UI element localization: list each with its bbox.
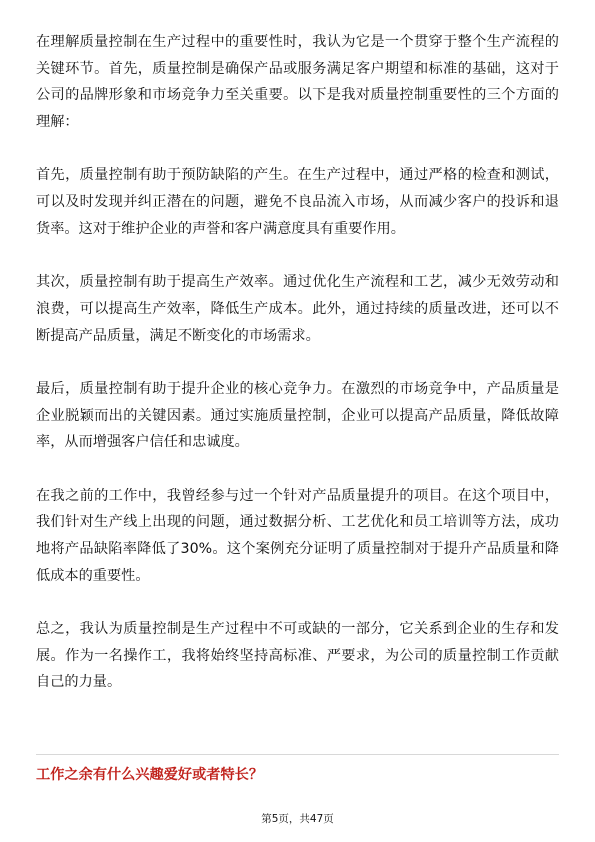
page-number-footer: 第5页，共47页 (261, 813, 334, 825)
question-heading: 工作之余有什么兴趣爱好或者特长？ (36, 767, 264, 783)
paragraph-third-point: 最后，质量控制有助于提升企业的核心竞争力。在激烈的市场竞争中，产品质量是企业脱颖而出的关键因素。通过实施质量控制，企业可以提高产品质量，降低故障率，从而增强客户信任和忠诚度。 (36, 380, 559, 451)
section-divider (36, 754, 559, 755)
paragraph-experience: 在我之前的工作中，我曾经参与过一个针对产品质量提升的项目。在这个项目中，我们针对生产线上出现的问题，通过数据分析、工艺优化和员工培训等方法，成功地将产品缺陷率降低了30%。这个案例充分证明了质量控制对于提升产品质量和降低成本的重要性。 (36, 487, 559, 584)
paragraph-conclusion: 总之，我认为质量控制是生产过程中不可或缺的一部分，它关系到企业的生存和发展。作为一名操作工，我将始终坚持高标准、严要求，为公司的质量控制工作贡献自己的力量。 (36, 620, 559, 691)
paragraph-second-point: 其次，质量控制有助于提高生产效率。通过优化生产流程和工艺，减少无效劳动和浪费，可以提高生产效率，降低生产成本。此外，通过持续的质量改进，还可以不断提高产品质量，满足不断变化的市场需求。 (36, 274, 559, 344)
paragraph-first-point: 首先，质量控制有助于预防缺陷的产生。在生产过程中，通过严格的检查和测试，可以及时发现并纠正潜在的问题，避免不良品流入市场，从而减少客户的投诉和退货率。这对于维护企业的声誉和客户满意度具有重要作用。 (36, 167, 559, 237)
answer-body (36, 29, 559, 696)
paragraph-intro: 在理解质量控制在生产过程中的重要性时，我认为它是一个贯穿于整个生产流程的关键环节。首先，质量控制是确保产品或服务满足客户期望和标准的基础，这对于公司的品牌形象和市场竞争力至关重要。以下是我对质量控制重要性的三个方面的理解： (36, 34, 559, 131)
